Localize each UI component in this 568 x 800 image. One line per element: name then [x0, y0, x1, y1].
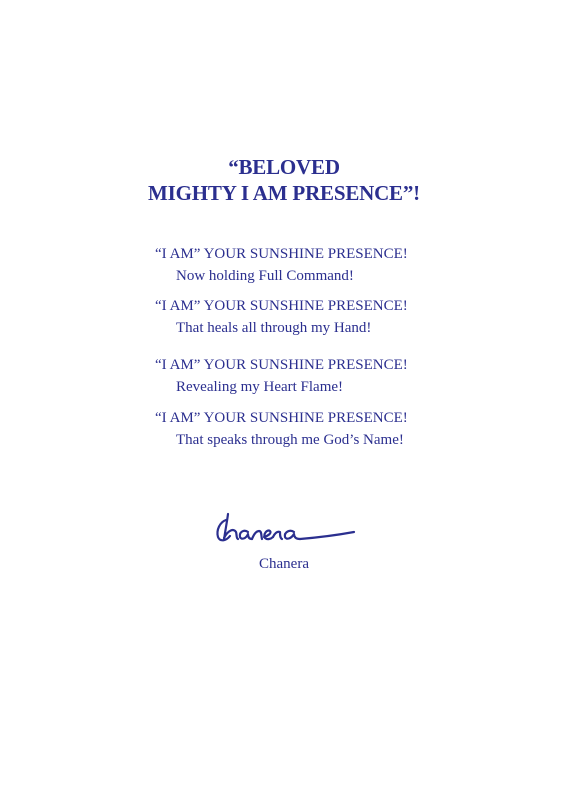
title-line-2: MIGHTY I AM PRESENCE”!: [148, 181, 420, 205]
handwritten-signature: [212, 508, 362, 548]
stanza-2-line-2: That heals all through my Hand!: [176, 320, 372, 336]
stanza-4-line-1: “I AM” YOUR SUNSHINE PRESENCE!: [155, 410, 408, 426]
stanza-3-line-2: Revealing my Heart Flame!: [176, 379, 344, 395]
stanza-2: [155, 295, 555, 339]
stanza-2-line-1: “I AM” YOUR SUNSHINE PRESENCE!: [155, 298, 408, 314]
signature-name: Chanera: [259, 556, 309, 572]
stanza-1-line-1: “I AM” YOUR SUNSHINE PRESENCE!: [155, 246, 408, 262]
stanza-3: [155, 354, 555, 398]
stanza-4-line-2: That speaks through me God’s Name!: [176, 432, 404, 448]
title-line-1: “BELOVED: [228, 155, 340, 179]
stanza-3-line-1: “I AM” YOUR SUNSHINE PRESENCE!: [155, 357, 408, 373]
stanza-1-line-2: Now holding Full Command!: [176, 268, 354, 284]
stanza-4: [155, 407, 555, 451]
stanza-1: [155, 243, 555, 287]
